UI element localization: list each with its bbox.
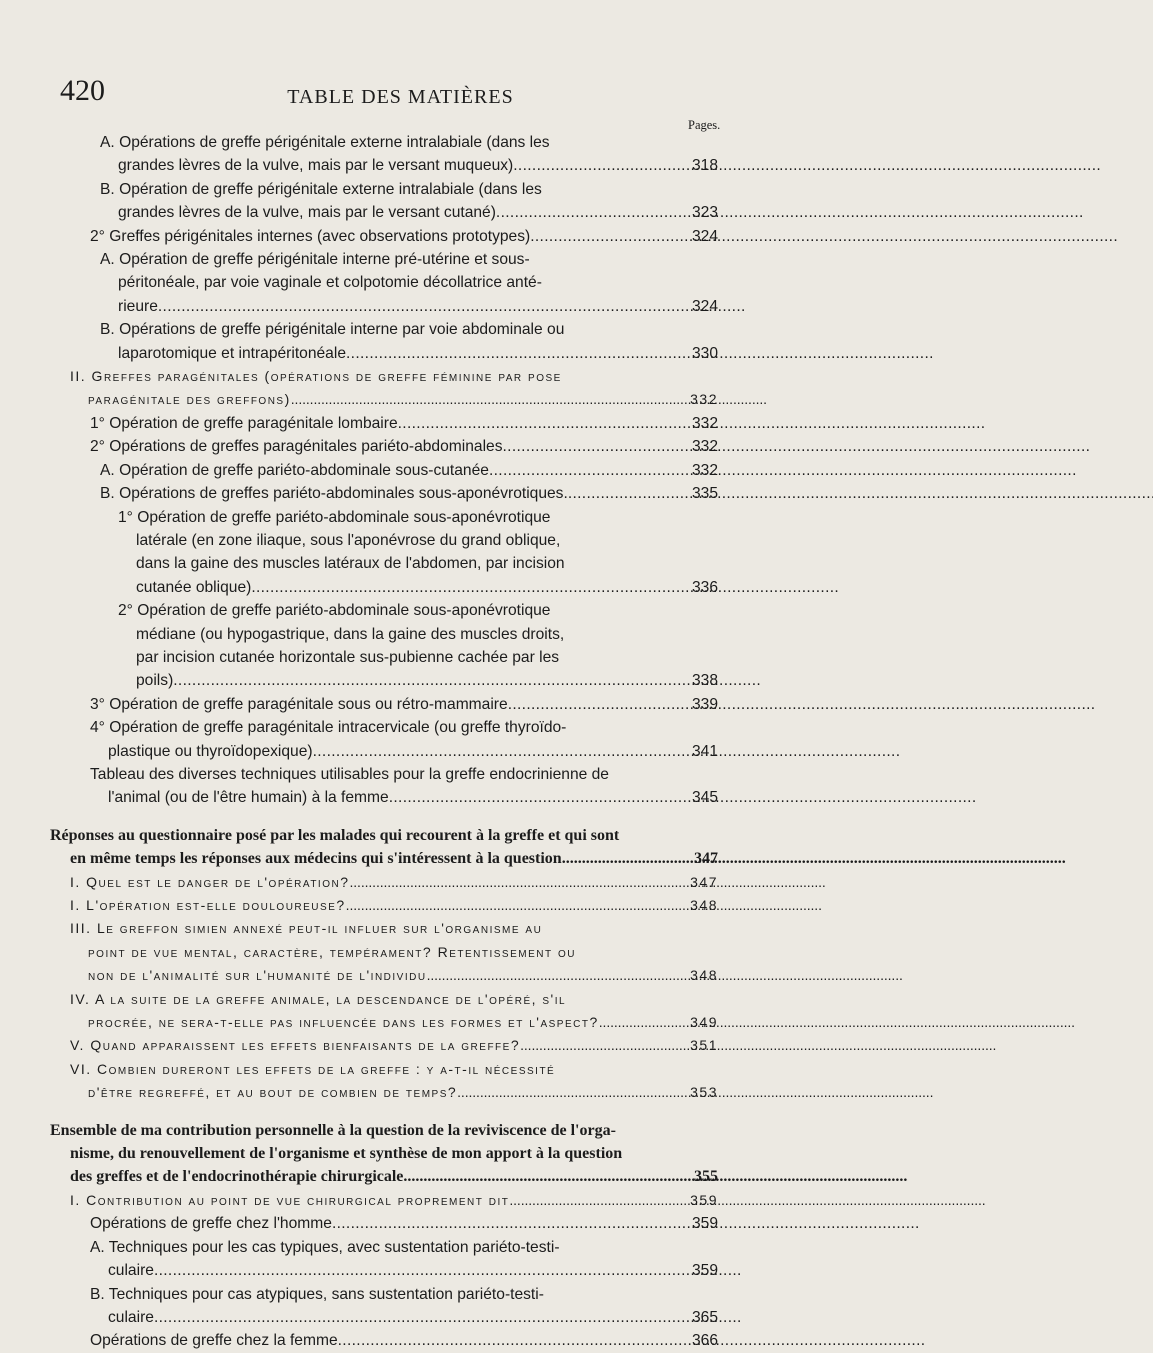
toc-entry (70, 365, 718, 412)
toc-entry-text: d'être regreffé, et au bout de combien de temps? (88, 1084, 458, 1101)
page-ref: 324 (691, 227, 718, 245)
toc-entry-text: en même temps les réponses aux médecins qui s'intéressent à la question (70, 850, 562, 868)
toc-entry (50, 824, 718, 871)
toc-entry (90, 716, 718, 763)
toc-entry-text: poils) (136, 672, 174, 690)
section-gap (70, 810, 718, 824)
toc-entry (70, 1058, 718, 1105)
dot-leader (313, 740, 688, 763)
page-ref: 338 (691, 672, 718, 690)
dot-leader (427, 964, 687, 987)
toc-entry-text: médiane (ou hypogastrique, dans la gaine des muscles droits, (136, 625, 565, 643)
dot-leader (503, 435, 688, 458)
dot-leader (599, 1011, 686, 1034)
toc-entry-text: I. Quel est le danger de l'opération? (70, 873, 350, 890)
toc-entry (70, 917, 718, 987)
page-ref: 349 (690, 1014, 718, 1031)
page-ref: 332 (691, 438, 718, 456)
toc-entry (100, 482, 718, 505)
toc-entry (100, 178, 718, 225)
running-title: TABLE DES MATIÈRES (287, 86, 514, 108)
toc-entry (90, 412, 718, 435)
page-ref: 324 (691, 297, 718, 315)
toc-entry-text: B. Techniques pour cas atypiques, sans sustentation pariéto-testi- (90, 1285, 544, 1303)
dot-leader (346, 894, 686, 917)
toc-entry-text: A. Opération de greffe périgénitale interne pré-utérine et sous- (100, 251, 530, 269)
toc-entry-text: B. Opérations de greffes pariéto-abdominales sous-aponévrotiques. (100, 485, 568, 503)
dot-leader (489, 459, 688, 482)
dot-leader (158, 295, 688, 318)
toc-entry-text: par incision cutanée horizontale sus-pubienne cachée par les (136, 648, 560, 666)
toc-entry-text: plastique ou thyroïdopexique) (108, 742, 313, 760)
page-ref: 341 (691, 742, 718, 760)
toc-entry-text: rieure (118, 297, 158, 315)
toc-entry (90, 693, 718, 716)
toc-entry-text: Opérations de greffe chez la femme (90, 1332, 338, 1350)
toc-entry (100, 459, 718, 482)
toc-entry-text: B. Opérations de greffe périgénitale interne par voie abdominale ou (100, 321, 565, 339)
toc-entry-text: point de vue mental, caractère, tempérament? Retentissement ou (88, 943, 576, 960)
page-ref: 355 (694, 1168, 718, 1186)
toc-entry (70, 988, 718, 1035)
toc-entry-text: Opérations de greffe chez l'homme (90, 1215, 332, 1233)
toc-entry-text: A. Opération de greffe pariéto-abdominale sous-cutanée (100, 461, 489, 479)
toc-entry-text: dans la gaine des muscles latéraux de l'abdomen, par incision (136, 555, 565, 573)
toc-entry (100, 318, 718, 365)
toc-entry-text: 1° Opération de greffe paragénitale lombaire (90, 414, 398, 432)
toc-entry (90, 225, 718, 248)
toc-entry-text: cutanée oblique) (136, 578, 252, 596)
toc-entry-text: V. Quand apparaissent les effets bienfaisants de la greffe? (70, 1037, 521, 1054)
toc-entry-text: Réponses au questionnaire posé par les malades qui recourent à la greffe et qui sont (50, 826, 620, 844)
page-ref: 336 (691, 578, 718, 596)
dot-leader (513, 154, 688, 177)
page-ref: 335 (691, 485, 718, 503)
toc-entry (100, 248, 718, 318)
toc-entry (90, 1212, 718, 1235)
page-ref: 359 (691, 1215, 718, 1233)
pages-column-label: Pages. (688, 118, 721, 132)
dot-leader (562, 847, 688, 870)
toc-entry-text: grandes lèvres de la vulve, mais par le versant muqueux) (118, 157, 514, 175)
dot-leader (346, 342, 688, 365)
page-ref: 318 (691, 157, 718, 175)
toc-entry-text: 1° Opération de greffe pariéto-abdominale sous-aponévrotique (118, 508, 551, 526)
toc-entry-text: II. Greffes paragénitales (opérations de greffe féminine par pose (70, 368, 562, 385)
toc-entry-text: latérale (en zone iliaque, sous l'aponévrose du grand oblique, (136, 531, 561, 549)
toc-entry-text: péritonéale, par voie vaginale et colpotomie décollatrice anté- (118, 274, 542, 292)
dot-leader (154, 1306, 688, 1329)
toc-entry-text: culaire (108, 1262, 154, 1280)
page-ref: 359 (690, 1191, 718, 1208)
dot-leader (509, 1189, 686, 1212)
page-ref: 366 (691, 1332, 718, 1350)
toc-entry-text: nisme, du renouvellement de l'organisme et synthèse de mon apport à la question (70, 1145, 623, 1163)
dot-leader (251, 576, 688, 599)
toc-entry-text: 2° Greffes périgénitales internes (avec observations prototypes) (90, 227, 531, 245)
toc-entry (50, 1119, 718, 1189)
toc-entry-text: des greffes et de l'endocrinothérapie chirurgicale (70, 1168, 404, 1186)
dot-leader (389, 786, 688, 809)
toc-entry-text: I. Contribution au point de vue chirurgical proprement dit (70, 1191, 510, 1208)
toc-entry (70, 894, 718, 917)
dot-leader (403, 1165, 688, 1188)
toc-entry-text: non de l'animalité sur l'humanité de l'individu (88, 967, 427, 984)
toc-entry-text: B. Opération de greffe périgénitale externe intralabiale (dans les (100, 180, 542, 198)
toc-entry-text: Tableau des diverses techniques utilisables pour la greffe endocrinienne de (90, 765, 609, 783)
toc-entry-text: grandes lèvres de la vulve, mais par le versant cutané) (118, 204, 496, 222)
toc-entry-text: 4° Opération de greffe paragénitale intracervicale (ou greffe thyroïdo- (90, 719, 567, 737)
dot-leader (520, 1034, 686, 1057)
page-ref: 332 (690, 391, 718, 408)
toc-entry (100, 131, 718, 178)
toc-entry-text: III. Le greffon simien annexé peut-il influer sur l'organisme au (70, 920, 543, 937)
page-ref: 347 (694, 850, 718, 868)
dot-leader (457, 1081, 686, 1104)
toc-entry (90, 1329, 718, 1352)
page-ref: 345 (691, 789, 718, 807)
dot-leader (568, 482, 688, 505)
toc-entry (70, 1189, 718, 1212)
toc-entry (90, 1283, 718, 1330)
page-ref: 332 (691, 461, 718, 479)
page-ref: 365 (691, 1308, 718, 1326)
toc-entry-text: A. Opérations de greffe périgénitale externe intralabiale (dans les (100, 134, 550, 151)
dot-leader (398, 412, 688, 435)
toc-entry (90, 763, 718, 810)
toc-entry (70, 871, 718, 894)
toc-entry-text: culaire (108, 1308, 154, 1326)
dot-leader (508, 693, 688, 716)
toc-entry-text: VI. Combien dureront les effets de la greffe : y a-t-il nécessité (70, 1060, 556, 1077)
toc-entry-text: I. L'opération est-elle douloureuse? (70, 897, 346, 913)
page-ref: 330 (691, 344, 718, 362)
toc-entry-text: 2° Opération de greffe pariéto-abdominale sous-aponévrotique (118, 602, 551, 620)
dot-leader (291, 388, 686, 411)
toc-entry-text: l'animal (ou de l'être humain) à la femme (108, 789, 389, 807)
toc-entry-text: procrée, ne sera-t-elle pas influencée dans les formes et l'aspect? (88, 1014, 599, 1031)
page-ref: 348 (690, 897, 718, 913)
page-ref: 351 (690, 1037, 718, 1054)
toc-entry (70, 1034, 718, 1057)
page-ref: 332 (691, 414, 718, 432)
page-ref: 353 (690, 1084, 718, 1101)
dot-leader (530, 225, 688, 248)
page-ref: 323 (691, 204, 718, 222)
dot-leader (173, 669, 688, 692)
toc-entry-text: 3° Opération de greffe paragénitale sous ou rétro-mammaire (90, 695, 508, 713)
toc-entry-text: paragénitale des greffons) (88, 391, 291, 408)
table-of-contents (50, 131, 718, 1353)
toc-entry-text: IV. A la suite de la greffe animale, la descendance de l'opéré, s'il (70, 990, 567, 1007)
toc-entry-text: 2° Opérations de greffes paragénitales pariéto-abdominales (90, 438, 503, 456)
page-ref: 347 (690, 873, 718, 890)
dot-leader (350, 871, 687, 894)
page-ref: 339 (691, 695, 718, 713)
dot-leader (496, 201, 688, 224)
toc-entry-text: Ensemble de ma contribution personnelle à la question de la reviviscence de l'orga- (50, 1121, 616, 1139)
page-ref: 359 (691, 1262, 718, 1280)
toc-entry (90, 435, 718, 458)
toc-entry-text: laparotomique et intrapéritonéale (118, 344, 346, 362)
page-number: 420 (60, 74, 105, 107)
dot-leader (154, 1259, 688, 1282)
dot-leader (332, 1212, 688, 1235)
toc-entry (118, 599, 718, 693)
toc-entry (90, 1236, 718, 1283)
toc-entry-text: A. Techniques pour les cas typiques, avec sustentation pariéto-testi- (90, 1238, 560, 1256)
page-ref: 348 (690, 967, 718, 984)
dot-leader (338, 1329, 688, 1352)
section-gap (70, 1105, 718, 1119)
toc-entry (118, 506, 718, 600)
